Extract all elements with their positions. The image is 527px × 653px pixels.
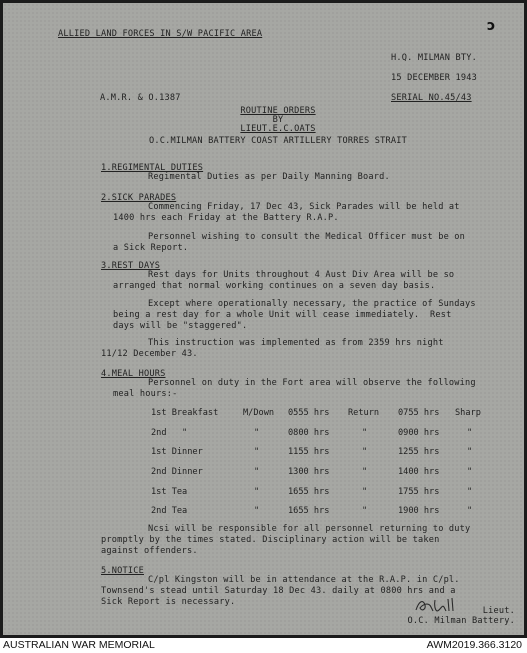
section-4-line-5: against offenders.	[101, 546, 198, 556]
meal-return: "	[362, 447, 368, 457]
title-author: LIEUT.E.C.OATS	[240, 124, 316, 134]
meal-down: "	[254, 506, 260, 516]
title-by: BY	[272, 115, 284, 125]
section-4-line-1: Personnel on duty in the Fort area will observe the following	[148, 378, 476, 388]
section-2-line-2: 1400 hrs each Friday at the Battery R.A.P.	[113, 213, 339, 223]
section-3-line-3: Except where operationally necessary, the practice of Sundays	[148, 299, 476, 309]
section-4-line-2: meal hours:-	[113, 389, 178, 399]
document-page	[3, 3, 524, 635]
meal-time: 1655 hrs	[288, 506, 330, 516]
meal-time: 0800 hrs	[288, 428, 330, 438]
document-title: ROUTINE ORDERS	[240, 106, 316, 116]
section-4-line-4: promptly by the times stated. Disciplinary action will be taken	[101, 535, 440, 545]
reference-number: A.M.R. & O.1387	[100, 93, 181, 103]
title-unit: O.C.MILMAN BATTERY COAST ARTILLERY TORRES STRAIT	[149, 136, 407, 146]
corner-pencil-mark: ↄ	[487, 18, 496, 34]
meal-return-time: 0755 hrs	[398, 408, 440, 418]
meal-name: 1st Dinner	[151, 447, 203, 457]
section-3-line-2: arranged that normal working continues on a seven day basis.	[113, 281, 436, 291]
meal-sharp: Sharp	[455, 408, 481, 418]
meal-down: "	[254, 467, 260, 477]
section-1-heading: 1.REGIMENTAL DUTIES	[101, 163, 204, 173]
meal-return: "	[362, 487, 368, 497]
meal-down: "	[254, 428, 260, 438]
meal-return: Return	[348, 408, 380, 418]
section-3-line-6: This instruction was implemented as from 2359 hrs night	[148, 338, 444, 348]
section-4-heading: 4.MEAL HOURS	[101, 369, 166, 379]
header-date: 15 DECEMBER 1943	[391, 73, 477, 83]
meal-name: 1st Breakfast	[151, 408, 219, 418]
meal-sharp: "	[467, 487, 473, 497]
meal-return: "	[362, 428, 368, 438]
meal-return-time: 1255 hrs	[398, 447, 440, 457]
section-3-line-4: being a rest day for a whole Unit will cease immediately. Rest	[113, 310, 452, 320]
meal-down: "	[254, 447, 260, 457]
section-2-line-4: a Sick Report.	[113, 243, 189, 253]
signature-title: O.C. Milman Battery.	[407, 616, 515, 626]
section-2-line-1: Commencing Friday, 17 Dec 43, Sick Parades will be held at	[148, 202, 460, 212]
section-5-line-3: Sick Report is necessary.	[101, 597, 236, 607]
meal-name: 2nd "	[151, 428, 188, 438]
meal-return-time: 1400 hrs	[398, 467, 440, 477]
section-5-line-1: C/pl Kingston will be in attendance at the R.A.P. in C/pl.	[148, 575, 460, 585]
meal-return-time: 0900 hrs	[398, 428, 440, 438]
meal-down: "	[254, 487, 260, 497]
meal-return: "	[362, 467, 368, 477]
signature-rank: Lieut.	[482, 606, 515, 616]
section-3-heading: 3.REST DAYS	[101, 261, 161, 271]
section-2-heading: 2.SICK PARADES	[101, 193, 177, 203]
serial-number: SERIAL NO.45/43	[391, 93, 472, 103]
archive-footer	[0, 638, 527, 653]
meal-return: "	[362, 506, 368, 516]
section-4-line-3: Ncsi will be responsible for all personnel returning to duty	[148, 524, 471, 534]
meal-time: 1655 hrs	[288, 487, 330, 497]
archive-name: AUSTRALIAN WAR MEMORIAL	[3, 639, 155, 651]
section-3-line-1: Rest days for Units throughout 4 Aust Div Area will be so	[148, 270, 455, 280]
meal-return-time: 1755 hrs	[398, 487, 440, 497]
meal-time: 1155 hrs	[288, 447, 330, 457]
meal-return-time: 1900 hrs	[398, 506, 440, 516]
section-5-line-2: Townsend's stead until Saturday 18 Dec 43. daily at 0800 hrs and a	[101, 586, 456, 596]
section-3-line-5: days will be "staggered".	[113, 321, 248, 331]
section-2-line-3: Personnel wishing to consult the Medical Officer must be on	[148, 232, 466, 242]
meal-sharp: "	[467, 428, 473, 438]
meal-time: 0555 hrs	[288, 408, 330, 418]
meal-sharp: "	[467, 467, 473, 477]
meal-time: 1300 hrs	[288, 467, 330, 477]
meal-down: M/Down	[243, 408, 275, 418]
meal-name: 1st Tea	[151, 487, 188, 497]
archive-reference: AWM2019.366.3120	[426, 639, 522, 651]
header-hq: H.Q. MILMAN BTY.	[391, 53, 477, 63]
meal-sharp: "	[467, 506, 473, 516]
meal-sharp: "	[467, 447, 473, 457]
section-5-heading: 5.NOTICE	[101, 566, 144, 576]
section-3-line-7: 11/12 December 43.	[101, 349, 198, 359]
meal-name: 2nd Dinner	[151, 467, 203, 477]
header-formation: ALLIED LAND FORCES IN S/W PACIFIC AREA	[58, 29, 263, 39]
meal-name: 2nd Tea	[151, 506, 188, 516]
section-1-text: Regimental Duties as per Daily Manning Board.	[148, 172, 390, 182]
